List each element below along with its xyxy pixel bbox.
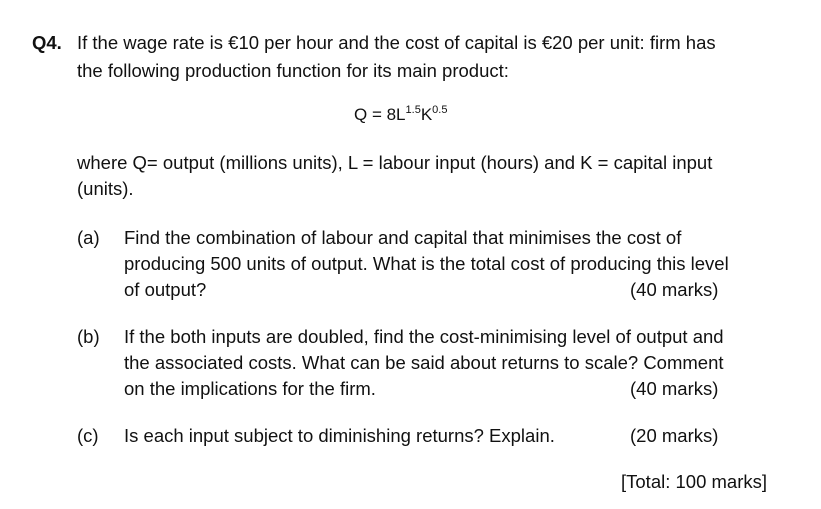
- equation-exponent-l: 1.5: [405, 104, 421, 116]
- part-c-line-1: Is each input subject to diminishing returns? Explain.: [124, 425, 555, 446]
- question-where-line-1: where Q= output (millions units), L = labour input (hours) and K = capital input: [77, 152, 713, 173]
- part-a-label: (a): [77, 227, 100, 248]
- equation-lhs: Q = 8L: [354, 105, 406, 124]
- part-b-marks: (40 marks): [630, 378, 719, 399]
- question-intro-line-1: If the wage rate is €10 per hour and the cost of capital is €20 per unit: firm has: [77, 32, 716, 53]
- equation-exponent-k: 0.5: [432, 104, 448, 116]
- production-function-equation: [354, 105, 447, 125]
- part-b-line-3: on the implications for the firm.: [124, 378, 376, 399]
- part-a-line-2: producing 500 units of output. What is the total cost of producing this level: [124, 253, 729, 274]
- part-c-label: (c): [77, 425, 99, 446]
- part-a-marks: (40 marks): [630, 279, 719, 300]
- part-a-line-3: of output?: [124, 279, 207, 300]
- equation-k: K: [420, 105, 433, 124]
- part-c-marks: (20 marks): [630, 425, 719, 446]
- part-b-line-1: If the both inputs are doubled, find the cost-minimising level of output and: [124, 326, 724, 347]
- question-where-line-2: (units).: [77, 178, 134, 199]
- question-intro-line-2: the following production function for its main product:: [77, 60, 509, 81]
- part-b-label: (b): [77, 326, 100, 347]
- part-b-line-2: the associated costs. What can be said about returns to scale? Comment: [124, 352, 724, 373]
- question-number: Q4.: [32, 32, 62, 53]
- part-a-line-1: Find the combination of labour and capital that minimises the cost of: [124, 227, 682, 248]
- total-marks: [Total: 100 marks]: [621, 471, 768, 492]
